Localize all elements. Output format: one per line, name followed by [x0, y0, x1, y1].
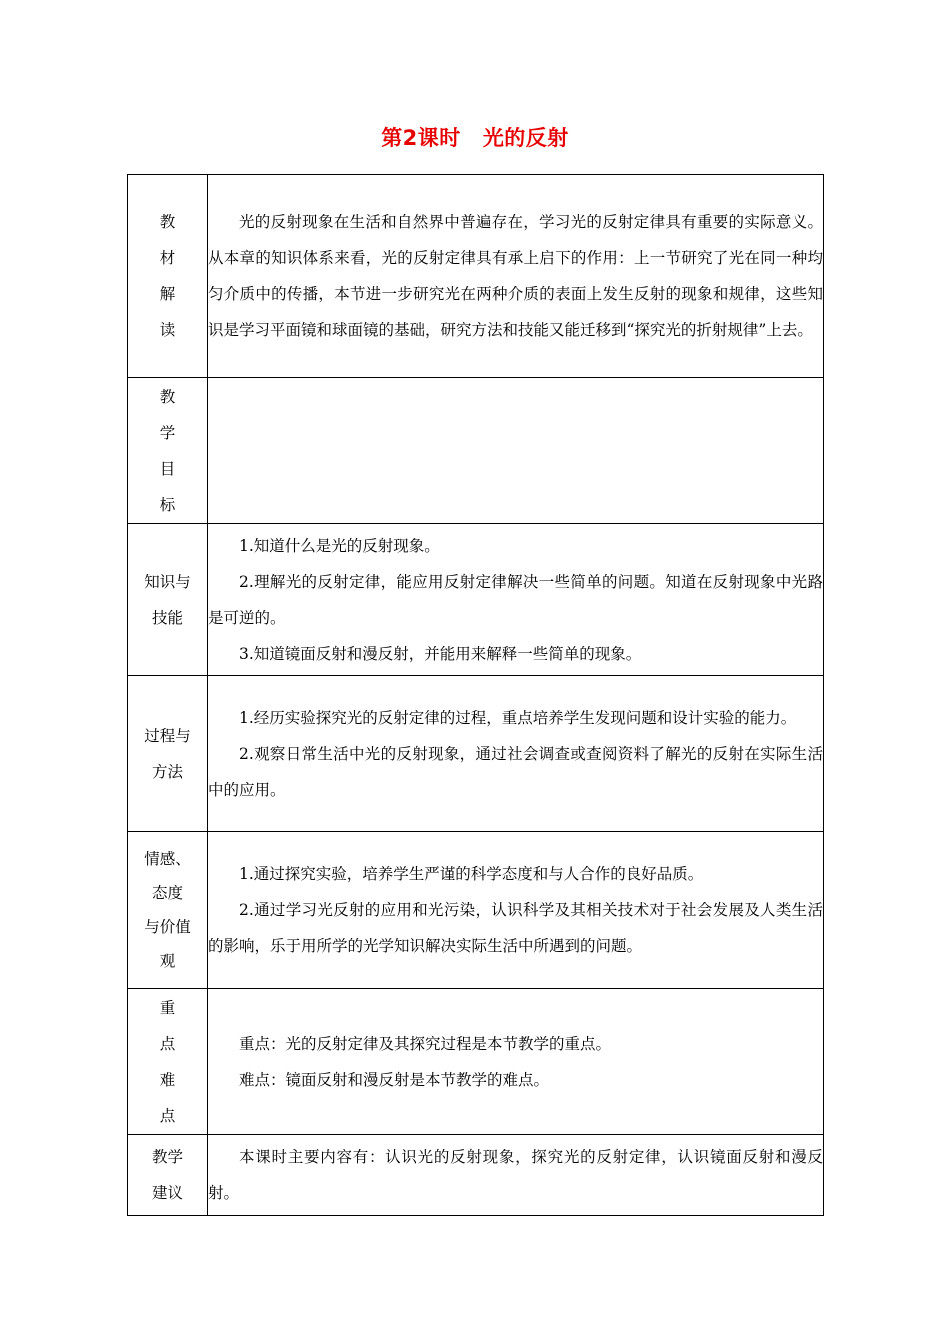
lesson-number: 第2课时 — [381, 126, 461, 150]
label-suggestions: 教学 建议 — [128, 1135, 208, 1216]
row-objectives — [128, 378, 824, 524]
page-title — [0, 122, 950, 152]
paragraph: 光的反射现象在生活和自然界中普遍存在，学习光的反射定律具有重要的实际意义。从本章的知识体系来看，光的反射定律具有承上启下的作用：上一节研究了光在同一种均匀介质中的传播，本节进一步研究光在两种介质的表面上发生反射的现象和规律，这些知识是学习平面镜和球面镜的基础，研究方法和技能又能迁移到“探究光的折射规律”上去。 — [208, 213, 823, 339]
content-emotion — [208, 832, 824, 989]
paragraph: 1.通过探究实验，培养学生严谨的科学态度和与人合作的良好品质。 — [239, 865, 704, 883]
row-knowledge — [128, 524, 824, 676]
paragraph: 2.通过学习光反射的应用和光污染，认识科学及其相关技术对于社会发展及人类生活的影响，乐于用所学的光学知识解决实际生活中所遇到的问题。 — [208, 901, 823, 955]
paragraph: 难点：镜面反射和漫反射是本节教学的难点。 — [239, 1070, 550, 1089]
content-process — [208, 676, 824, 832]
row-process — [128, 676, 824, 832]
paragraph: 重点：光的反射定律及其探究过程是本节教学的重点。 — [239, 1034, 612, 1053]
paragraph: 3.知道镜面反射和漫反射，并能用来解释一些简单的现象。 — [239, 644, 642, 663]
row-suggestions — [128, 1135, 824, 1216]
label-textbook: 教 材 解 读 — [128, 175, 208, 378]
paragraph: 1.知道什么是光的反射现象。 — [239, 536, 440, 555]
paragraph: 2.观察日常生活中光的反射现象，通过社会调查或查阅资料了解光的反射在实际生活中的应用。 — [208, 744, 823, 799]
content-knowledge — [208, 524, 824, 676]
label-emotion: 情感、 态度 与价值 观 — [128, 832, 208, 989]
row-textbook — [128, 175, 824, 378]
label-keypoints: 重 点 难 点 — [128, 989, 208, 1135]
row-keypoints — [128, 989, 824, 1135]
paragraph: 本课时主要内容有：认识光的反射现象，探究光的反射定律，认识镜面反射和漫反射。 — [208, 1148, 823, 1202]
lesson-plan-table — [127, 174, 824, 1216]
label-process: 过程与 方法 — [128, 676, 208, 832]
lesson-topic: 光的反射 — [482, 126, 569, 150]
label-objectives: 教 学 目 标 — [128, 378, 208, 524]
content-textbook — [208, 175, 824, 378]
content-keypoints — [208, 989, 824, 1135]
content-suggestions — [208, 1135, 824, 1216]
row-emotion — [128, 832, 824, 989]
content-objectives — [208, 378, 824, 524]
paragraph: 1.经历实验探究光的反射定律的过程，重点培养学生发现问题和设计实验的能力。 — [239, 708, 797, 727]
label-knowledge: 知识与 技能 — [128, 524, 208, 676]
paragraph: 2.理解光的反射定律，能应用反射定律解决一些简单的问题。知道在反射现象中光路是可逆的。 — [208, 572, 823, 627]
